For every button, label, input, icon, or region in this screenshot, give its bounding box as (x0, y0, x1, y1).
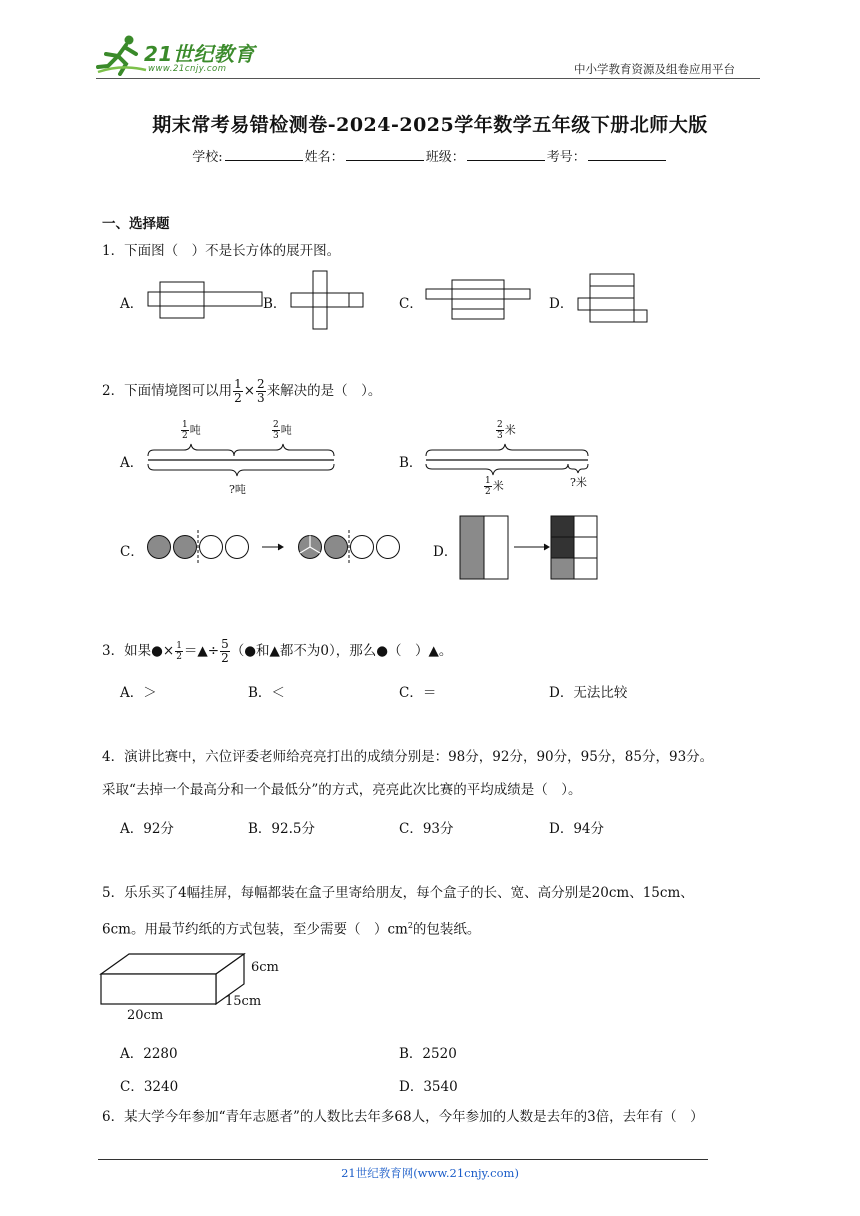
q4-option-d: D．94分 (549, 821, 605, 837)
student-info-line (0, 146, 860, 165)
question-1-text: 1．下面图（ ）不是长方体的展开图。 (102, 243, 341, 259)
q2-a-frac2 (272, 420, 280, 441)
runner-logo-icon (96, 34, 148, 76)
q3-option-c: C．＝ (399, 685, 437, 701)
q5-dim-height: 6cm (251, 960, 279, 975)
question-4-line-1: 4．演讲比赛中，六位评委老师给亮亮打出的成绩分别是：98分，92分，90分，95分，85分，93分。 (102, 749, 714, 765)
page-title: 期末常考易错检测卷-2024-2025学年数学五年级下册北师大版 (152, 114, 708, 136)
q2-a-brace-diagram (144, 442, 340, 484)
footer-rule (98, 1159, 708, 1160)
q5-line2-b: 的包装纸。 (412, 921, 481, 938)
q2-fraction-1 (233, 378, 243, 405)
q4-option-b: B．92.5分 (248, 821, 315, 837)
question-4-line-2: 采取“去掉一个最高分和一个最低分”的方式，亮亮此次比赛的平均成绩是（ ）。 (102, 782, 582, 798)
q3-option-b: B．＜ (248, 685, 285, 701)
question-5-line-1: 5．乐乐买了4幅挂屏，每幅都装在盒子里寄给朋友，每个盒子的长、宽、高分别是20cm、15cm、 (102, 885, 694, 901)
q2-b-frac1-den: 3 (497, 431, 503, 441)
q2-b-frac2 (484, 476, 492, 497)
q2-f1-den: 2 (234, 391, 242, 405)
q3-f2-num: 5 (221, 637, 229, 651)
q2-b-brace-diagram (422, 442, 594, 478)
q3-fraction-2 (220, 638, 230, 665)
q4-option-c: C．93分 (399, 821, 454, 837)
q5-option-b: B．2520 (399, 1046, 457, 1062)
q2-f2-den: 3 (257, 391, 265, 405)
q1-option-c-label: C． (399, 296, 423, 312)
q2-option-a-label: A． (120, 455, 144, 471)
q2-prefix: 2．下面情境图可以用 (102, 383, 233, 399)
q1-net-c (424, 278, 532, 322)
question-6-line-1: 6．某大学今年参加“青年志愿者”的人数比去年多68人，今年参加的人数是去年的3倍，去年有（ ） (102, 1109, 704, 1125)
q2-a-frac1-den: 2 (182, 431, 188, 441)
question-2-text (102, 378, 381, 405)
q1-option-a-label: A． (120, 296, 144, 312)
q5-line2-sup: 2 (407, 921, 413, 930)
q3-mid: ＝▲÷ (183, 643, 220, 659)
q2-b-question-label: ?米 (570, 476, 587, 489)
q2-a-frac1-num: 1 (182, 420, 188, 430)
q2-b-frac2-den: 2 (485, 487, 491, 497)
q2-f1-num: 1 (234, 377, 242, 391)
number-label: 考号： (546, 150, 586, 165)
q2-fraction-2 (256, 378, 266, 405)
q2-c-circles-diagram (144, 528, 406, 568)
q2-b-frac2-num: 1 (485, 476, 491, 486)
class-blank (467, 148, 545, 161)
q3-f2-den: 2 (221, 651, 229, 665)
q5-dim-length: 20cm (127, 1008, 164, 1023)
question-3-text (102, 638, 452, 665)
q2-option-d-label: D． (433, 544, 458, 560)
footer-link[interactable]: 21世纪教育网(www.21cnjy.com) (341, 1166, 519, 1180)
q2-b-unit1: 米 (504, 423, 516, 437)
q2-times: × (243, 383, 256, 399)
q3-suffix: （●和▲都不为0），那么●（ ）▲。 (230, 643, 453, 659)
q2-b-bottom-label (483, 476, 504, 497)
q2-suffix: 来解决的是（ ）。 (266, 383, 382, 399)
q2-b-frac1-num: 2 (497, 420, 503, 430)
q2-a-top-label-1 (180, 420, 201, 441)
q1-option-d-label: D． (549, 296, 574, 312)
q2-a-unit2: 吨 (280, 423, 292, 437)
school-blank (225, 148, 303, 161)
q3-option-d: D．无法比较 (549, 685, 628, 701)
question-5-line-2 (102, 915, 480, 941)
q2-b-unit2: 米 (492, 479, 504, 493)
logo-url-text: www.21cnjy.com (148, 64, 227, 74)
name-label: 姓名： (304, 150, 344, 165)
q3-f1-den: 2 (176, 652, 182, 662)
q4-option-a: A．92分 (120, 821, 174, 837)
platform-label: 中小学教育资源及组卷应用平台 (574, 62, 735, 76)
q3-fraction-1 (175, 641, 183, 662)
q1-net-b (289, 270, 367, 332)
q2-a-unit1: 吨 (189, 423, 201, 437)
q1-option-b-label: B． (263, 296, 287, 312)
q2-option-c-label: C． (120, 544, 144, 560)
logo-main-text: 21世纪教育 (144, 42, 255, 66)
q2-b-top-label (495, 420, 516, 441)
class-label: 班级： (425, 150, 465, 165)
q2-a-frac2-den: 3 (273, 431, 279, 441)
school-label: 学校: (192, 150, 223, 165)
q2-a-question-label: ?吨 (229, 483, 246, 496)
q3-option-a: A．＞ (120, 685, 157, 701)
section-heading: 一、选择题 (102, 216, 170, 232)
header-rule (96, 78, 760, 79)
q1-net-d (574, 272, 652, 328)
q3-prefix: 3．如果●× (102, 643, 175, 659)
q2-d-grid-diagram (458, 514, 602, 582)
q2-b-frac1 (496, 420, 504, 441)
q5-option-a: A．2280 (120, 1046, 178, 1062)
q2-a-frac2-num: 2 (273, 420, 279, 430)
q5-line2-a: 6cm。用最节约纸的方式包装，至少需要（ ）cm (102, 921, 408, 938)
q2-a-frac1 (181, 420, 189, 441)
header-logo (96, 34, 266, 78)
name-blank (346, 148, 424, 161)
q5-option-d: D．3540 (399, 1079, 458, 1095)
q2-f2-num: 2 (257, 377, 265, 391)
number-blank (588, 148, 666, 161)
q1-net-a (146, 280, 264, 322)
q2-a-top-label-2 (271, 420, 292, 441)
q3-f1-num: 1 (176, 641, 182, 651)
q5-option-c: C．3240 (120, 1079, 179, 1095)
q5-dim-width: 15cm (225, 994, 262, 1009)
q2-option-b-label: B． (399, 455, 423, 471)
